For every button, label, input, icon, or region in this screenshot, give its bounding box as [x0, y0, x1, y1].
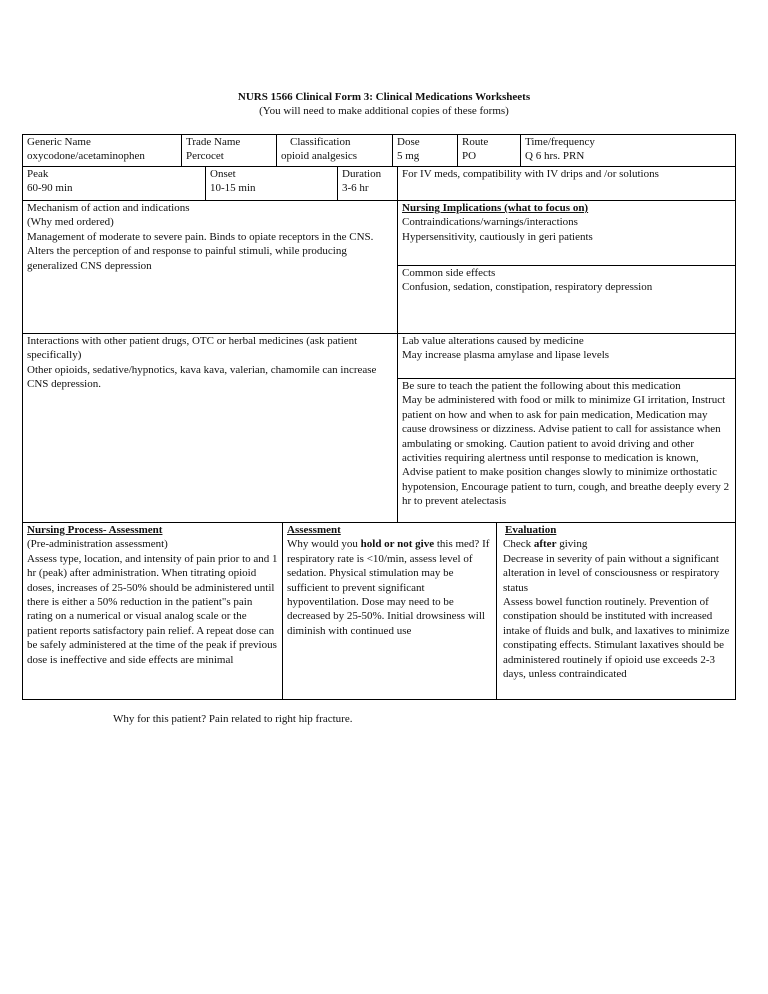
assessment-question-suffix: this med?	[434, 538, 480, 551]
dose-cell	[393, 135, 457, 166]
side-effects-value: Confusion, sedation, constipation, respiratory depression	[402, 281, 653, 294]
onset-cell	[206, 167, 337, 200]
contraindications-label: Contraindications/warnings/interactions	[402, 216, 578, 229]
patient-rationale: Why for this patient? Pain related to right hip fracture.	[113, 713, 353, 725]
page-subtitle: (You will need to make additional copies of these forms)	[259, 105, 509, 117]
assessment-text: If respiratory rate is <10/min, assess level of sedation. Physical stimulation may be sufficient to prevent significant hypoventilation. Dose may need to be decreased by 25-50%. Initial drowsiness will diminish with continued use	[287, 538, 490, 637]
assessment-question	[287, 537, 492, 638]
teaching-text: May be administered with food or milk to minimize GI irritation, Instruct patient on how and when to ask for pain medication, Medication may cause drowsiness or dizziness. Advise patient to call for assistance when ambulating or smoking. Caution patient to avoid driving and other activities requiring alertness until response to medication is known, Advise patient to make position changes slowly to minimize orthostatic hypotension, Encourage patient to turn, cough, and breathe deeply every 2 hr to prevent atelectasis	[402, 394, 730, 508]
classification-cell	[277, 135, 392, 166]
interactions-text: Other opioids, sedative/hypnotics, kava kava, valerian, chamomile can increase CNS depression.	[27, 363, 377, 391]
side-effects-label: Common side effects	[402, 267, 496, 279]
iv-compatibility-cell	[398, 167, 735, 200]
classification-value: opioid analgesics	[281, 150, 358, 163]
mechanism-text: Management of moderate to severe pain. Binds to opiate receptors in the CNS. Alters the perception of and response to painful stimuli, while producing generalized CNS depression	[27, 230, 374, 272]
nursing-process-cell	[23, 523, 282, 699]
teaching-cell	[398, 379, 735, 522]
onset-value: 10-15 min	[210, 182, 256, 195]
frequency-label: Time/frequency	[525, 136, 595, 148]
duration-value: 3-6 hr	[342, 182, 369, 195]
evaluation-check-bold: after	[533, 538, 557, 551]
assessment-cell	[283, 523, 496, 699]
assessment-question-bold: hold or not give	[360, 538, 435, 551]
assessment-heading: Assessment	[287, 524, 341, 536]
generic-name-cell	[23, 135, 181, 166]
route-label: Route	[462, 136, 489, 148]
mechanism-subheading: (Why med ordered)	[27, 216, 114, 229]
assessment-question-prefix: Why would you	[287, 538, 361, 551]
lab-values-cell	[398, 334, 735, 378]
evaluation-check-suffix: giving	[556, 538, 588, 551]
iv-compatibility-text: For IV meds, compatibility with IV drips and /or solutions	[402, 168, 659, 180]
contraindications-value: Hypersensitivity, cautiously in geri patients	[402, 230, 593, 243]
duration-label: Duration	[342, 168, 382, 180]
route-cell	[458, 135, 520, 166]
nursing-implications-heading: Nursing Implications (what to focus on)	[402, 202, 589, 214]
teaching-heading: Be sure to teach the patient the following about this medication	[402, 380, 681, 392]
side-effects-cell	[398, 266, 735, 333]
evaluation-heading: Evaluation	[505, 524, 557, 536]
peak-value: 60-90 min	[27, 182, 73, 195]
route-value: PO	[462, 150, 477, 163]
peak-cell	[23, 167, 205, 200]
dose-label: Dose	[397, 136, 420, 148]
lab-values-text: May increase plasma amylase and lipase levels	[402, 349, 610, 362]
trade-name-cell	[182, 135, 276, 166]
evaluation-check-prefix: Check	[503, 538, 534, 551]
trade-name-label: Trade Name	[186, 136, 241, 148]
mechanism-cell	[23, 201, 397, 333]
evaluation-text-1: Decrease in severity of pain without a significant alteration in level of consciousness or respiratory status	[503, 552, 720, 594]
mechanism-heading: Mechanism of action and indications	[27, 202, 190, 214]
onset-label: Onset	[210, 168, 236, 180]
generic-name-value: oxycodone/acetaminophen	[27, 150, 145, 163]
evaluation-text-2: Assess bowel function routinely. Prevention of constipation should be instituted with increased intake of fluids and bulk, and laxatives to minimize constipating effects. Stimulant laxatives should be administered routinely if opioid use exceeds 2-3 days, unless contraindicated	[503, 596, 730, 681]
interactions-cell	[23, 334, 397, 522]
interactions-heading: Interactions with other patient drugs, OTC or herbal medicines (ask patient specifically)	[27, 335, 358, 362]
evaluation-cell	[497, 523, 735, 699]
nursing-implications-cell	[398, 201, 735, 265]
frequency-cell	[521, 135, 735, 166]
frequency-value: Q 6 hrs. PRN	[525, 150, 585, 163]
nursing-process-subheading: (Pre-administration assessment)	[27, 538, 168, 551]
nursing-process-text: Assess type, location, and intensity of pain prior to and 1 hr (peak) after administration. When titrating opioid doses, increases of 25-50% should be administered until there is either a 50% reduction in the patient"s pain rating on a numerical or visual analog scale or the patient reports satisfactory pain relief. A repeat dose can be safely administered at the time of the peak if previous dose is ineffective and side effects are minimal	[27, 552, 278, 666]
trade-name-value: Percocet	[186, 150, 224, 163]
medication-worksheet	[22, 134, 736, 700]
classification-label: Classification	[290, 136, 351, 148]
generic-name-label: Generic Name	[27, 136, 91, 148]
duration-cell	[338, 167, 397, 200]
page-title: NURS 1566 Clinical Form 3: Clinical Medications Worksheets	[237, 91, 531, 103]
dose-value: 5 mg	[397, 150, 420, 163]
peak-label: Peak	[27, 168, 49, 180]
evaluation-check	[503, 537, 731, 551]
lab-values-heading: Lab value alterations caused by medicine	[402, 335, 584, 347]
nursing-process-heading: Nursing Process- Assessment	[27, 524, 163, 536]
